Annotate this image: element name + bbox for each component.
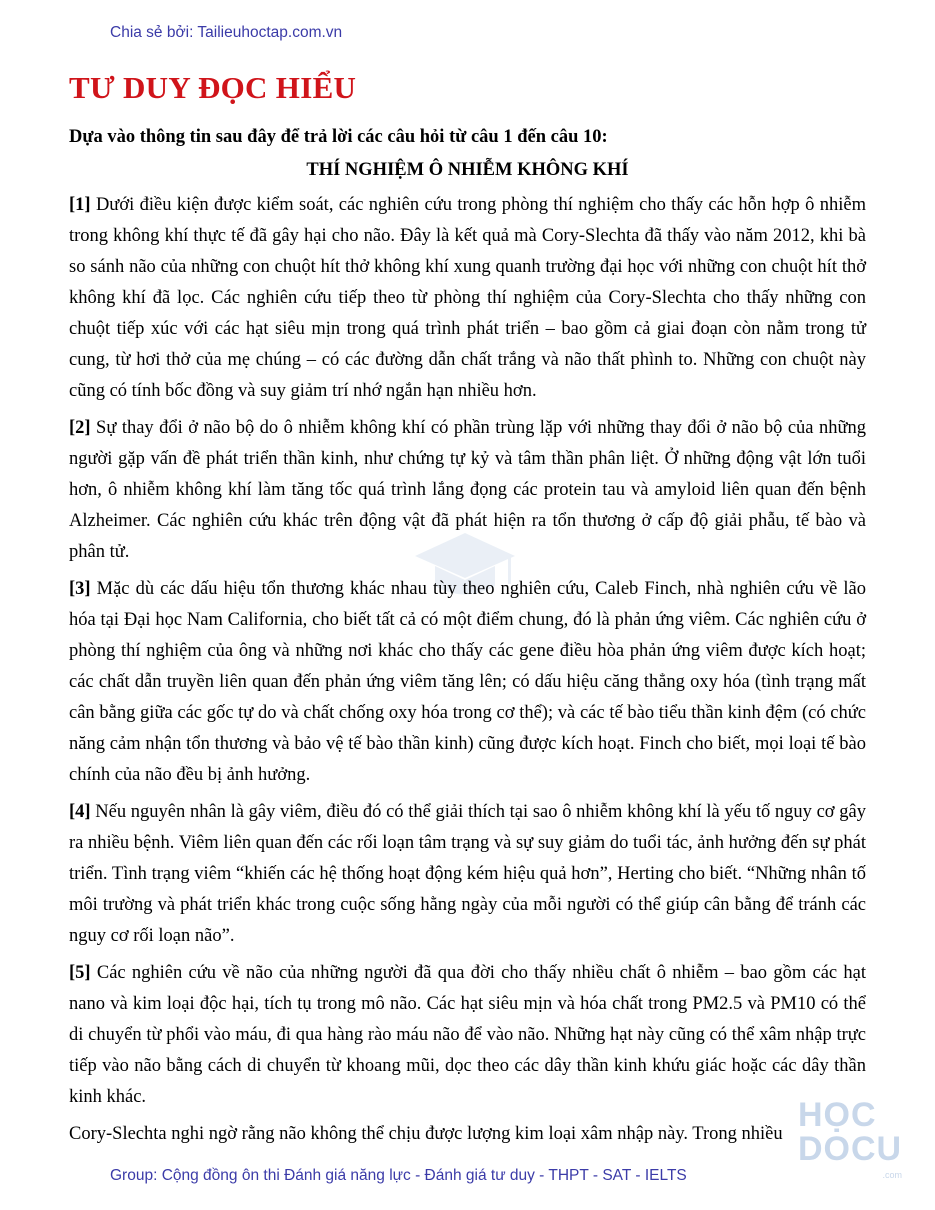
- paragraph-4: [69, 797, 866, 952]
- logo-line-2: DOCU: [798, 1130, 903, 1168]
- logo-suffix: .com: [882, 1170, 902, 1180]
- paragraph-number: [2]: [69, 418, 91, 438]
- paragraph-text: Sự thay đổi ở não bộ do ô nhiễm không khí có phần trùng lặp với những thay đổi ở não bộ của những người gặp vấn đề phát triển thần kinh, như chứng tự kỷ và tâm thần phân liệt. Ở những động vật lớn tuổi hơn, ô nhiễm không khí làm tăng tốc quá trình lắng đọng các protein tau và amyloid liên quan đến bệnh Alzheimer. Các nghiên cứu khác trên động vật đã phát hiện ra tổn thương ở cấp độ giải phẫu, tế bào và phân tử.: [69, 418, 866, 562]
- paragraph-continuation: [69, 1119, 866, 1150]
- reading-instruction: Dựa vào thông tin sau đây để trả lời các câu hỏi từ câu 1 đến câu 10:: [69, 127, 608, 147]
- paragraph-text: Mặc dù các dấu hiệu tổn thương khác nhau tùy theo nghiên cứu, Caleb Finch, nhà nghiên cứu về lão hóa tại Đại học Nam California, cho biết tất cả có một điểm chung, đó là phản ứng viêm. Các nghiên cứu ở phòng thí nghiệm của ông và những nơi khác cho thấy các gene điều hòa phản ứng viêm được kích hoạt; các chất dẫn truyền liên quan đến phản ứng viêm tăng lên; có dấu hiệu căng thẳng oxy hóa (tình trạng mất cân bằng giữa các gốc tự do và chất chống oxy hóa trong cơ thể); và các tế bào tiểu thần kinh đệm (có chức năng cảm nhận tổn thương và bảo vệ tế bào thần kinh) cũng được kích hoạt. Finch cho biết, mọi loại tế bào chính của não đều bị ảnh hưởng.: [69, 579, 866, 785]
- paragraph-text: Cory-Slechta nghi ngờ rằng não không thể chịu được lượng kim loại xâm nhập này. Trong nhiều: [69, 1124, 783, 1144]
- header-share-credit: Chia sẻ bởi: Tailieuhoctap.com.vn: [110, 24, 343, 41]
- footer-group-link[interactable]: Group: Cộng đồng ôn thi Đánh giá năng lực - Đánh giá tư duy - THPT - SAT - IELTS: [110, 1167, 687, 1184]
- paragraph-5: [69, 958, 866, 1113]
- paragraph-number: [4]: [69, 802, 91, 822]
- paragraph-3: [69, 574, 866, 791]
- paragraph-text: Dưới điều kiện được kiểm soát, các nghiên cứu trong phòng thí nghiệm cho thấy các hỗn hợp ô nhiễm trong không khí thực tế đã gây hại cho não. Đây là kết quả mà Cory-Slechta đã thấy vào năm 2012, khi bà so sánh não của những con chuột hít thở không khí xung quanh trường đại học với những con chuột hít thở không khí đã lọc. Các nghiên cứu tiếp theo từ phòng thí nghiệm của Cory-Slechta cho thấy những con chuột tiếp xúc với các hạt siêu mịn trong quá trình phát triển – bao gồm cả giai đoạn còn nằm trong tử cung, từ hơi thở của mẹ chúng – có các đường dẫn chất trắng và não thất phình to. Những con chuột này cũng có tính bốc đồng và suy giảm trí nhớ ngắn hạn nhiều hơn.: [69, 195, 866, 401]
- passage-body: [69, 190, 866, 1156]
- paragraph-2: [69, 413, 866, 568]
- paragraph-1: [69, 190, 866, 407]
- paragraph-number: [1]: [69, 195, 91, 215]
- logo-line-1: HỌC: [798, 1096, 877, 1134]
- paragraph-number: [3]: [69, 579, 91, 599]
- paragraph-number: [5]: [69, 963, 91, 983]
- hocdocu-logo: [798, 1098, 908, 1180]
- passage-title: THÍ NGHIỆM Ô NHIỄM KHÔNG KHÍ: [306, 160, 629, 180]
- document-title: TƯ DUY ĐỌC HIỂU: [69, 70, 357, 105]
- paragraph-text: Các nghiên cứu về não của những người đã qua đời cho thấy nhiều chất ô nhiễm – bao gồm các hạt nano và kim loại độc hại, tích tụ trong mô não. Các hạt siêu mịn và hóa chất trong PM2.5 và PM10 có thể di chuyển từ phổi vào máu, đi qua hàng rào máu não để vào não. Những hạt này cũng có thể xâm nhập trực tiếp vào não bằng cách di chuyển từ khoang mũi, dọc theo các dây thần kinh khứu giác hoặc các dây thần kinh khác.: [69, 963, 866, 1107]
- paragraph-text: Nếu nguyên nhân là gây viêm, điều đó có thể giải thích tại sao ô nhiễm không khí là yếu tố nguy cơ gây ra nhiều bệnh. Viêm liên quan đến các rối loạn tâm trạng và sự suy giảm do tuổi tác, ảnh hưởng đến sự phát triển. Tình trạng viêm “khiến các hệ thống hoạt động kém hiệu quả hơn”, Herting cho biết. “Những nhân tố môi trường và phát triển khác trong cuộc sống hằng ngày của mỗi người có thể giúp cân bằng để tránh các nguy cơ rối loạn não”.: [69, 802, 866, 946]
